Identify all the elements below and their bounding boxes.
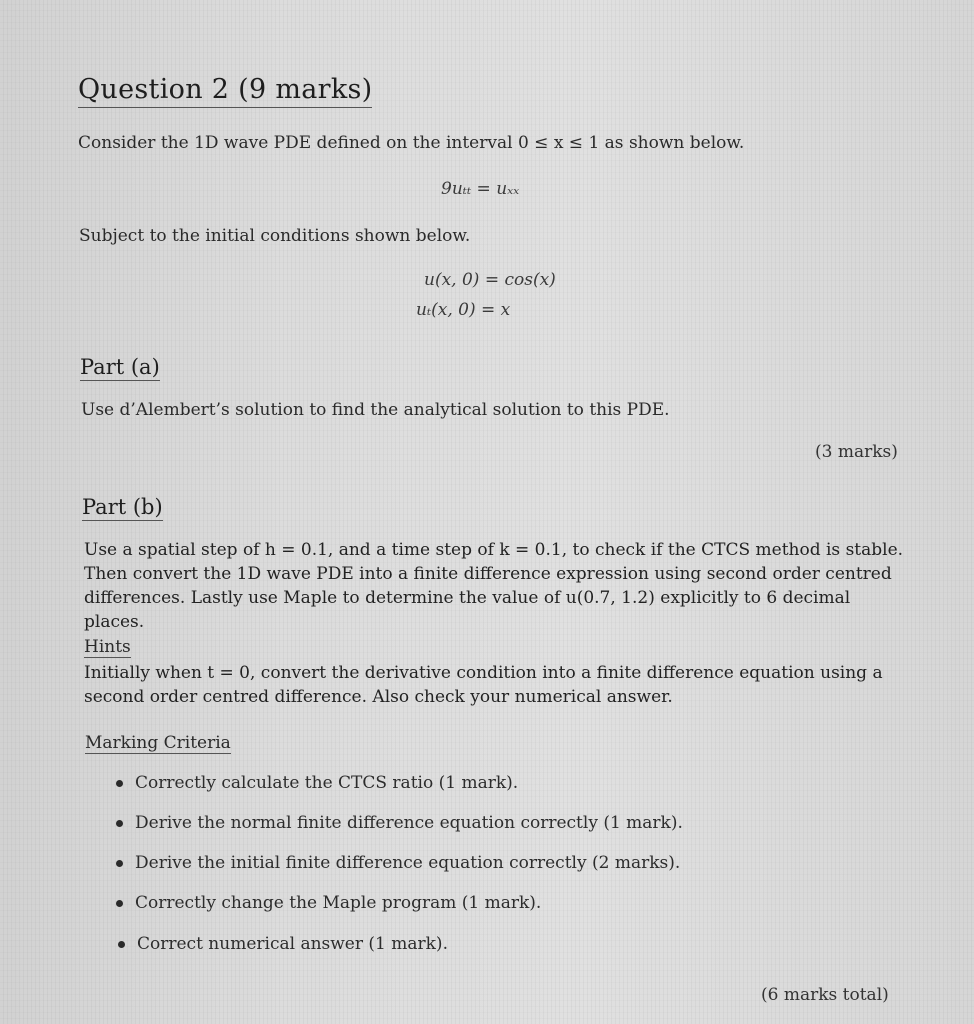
criteria-item: Correct numerical answer (1 mark).: [118, 934, 448, 954]
pde-equation: 9uₜₜ = uₓₓ: [441, 179, 520, 199]
conditions-intro: Subject to the initial conditions shown below.: [79, 226, 471, 246]
part-a-title: Part (a): [80, 355, 160, 379]
part-b-title: Part (b): [82, 495, 163, 519]
initial-condition-1: u(x, 0) = cos(x): [424, 270, 556, 290]
hints-title: Hints: [84, 637, 131, 657]
question-intro: Consider the 1D wave PDE defined on the interval 0 ≤ x ≤ 1 as shown below.: [78, 133, 745, 153]
criteria-item: Correctly calculate the CTCS ratio (1 mark).: [116, 773, 518, 793]
part-a-text: Use d’Alembert’s solution to find the analytical solution to this PDE.: [81, 400, 670, 420]
initial-condition-2: uₜ(x, 0) = x: [416, 300, 511, 320]
bullet-icon: [116, 860, 123, 867]
hints-line-2: second order centred difference. Also check your numerical answer.: [84, 687, 673, 707]
part-b-line-3: differences. Lastly use Maple to determine the value of u(0.7, 1.2) explicitly to 6 decimal places.: [84, 588, 851, 632]
marking-criteria-title: Marking Criteria: [85, 733, 231, 753]
part-b-line-1: Use a spatial step of h = 0.1, and a time step of k = 0.1, to check if the CTCS method is stable.: [84, 540, 904, 560]
question-title: Question 2 (9 marks): [78, 74, 372, 108]
criteria-item: Derive the normal finite difference equation correctly (1 mark).: [116, 813, 683, 833]
bullet-icon: [118, 941, 125, 948]
part-b-paragraph: [84, 538, 904, 634]
bullet-icon: [116, 780, 123, 787]
part-b-line-2: Then convert the 1D wave PDE into a finite difference expression using second order centred: [84, 564, 892, 584]
bullet-icon: [116, 900, 123, 907]
part-b-marks-total: (6 marks total): [761, 985, 889, 1005]
hints-line-1: Initially when t = 0, convert the derivative condition into a finite difference equation using a: [84, 663, 883, 683]
hints-paragraph: [84, 661, 904, 709]
criteria-item: Correctly change the Maple program (1 mark).: [116, 893, 541, 913]
bullet-icon: [116, 820, 123, 827]
part-a-marks: (3 marks): [815, 442, 898, 462]
criteria-item: Derive the initial finite difference equation correctly (2 marks).: [116, 853, 680, 873]
